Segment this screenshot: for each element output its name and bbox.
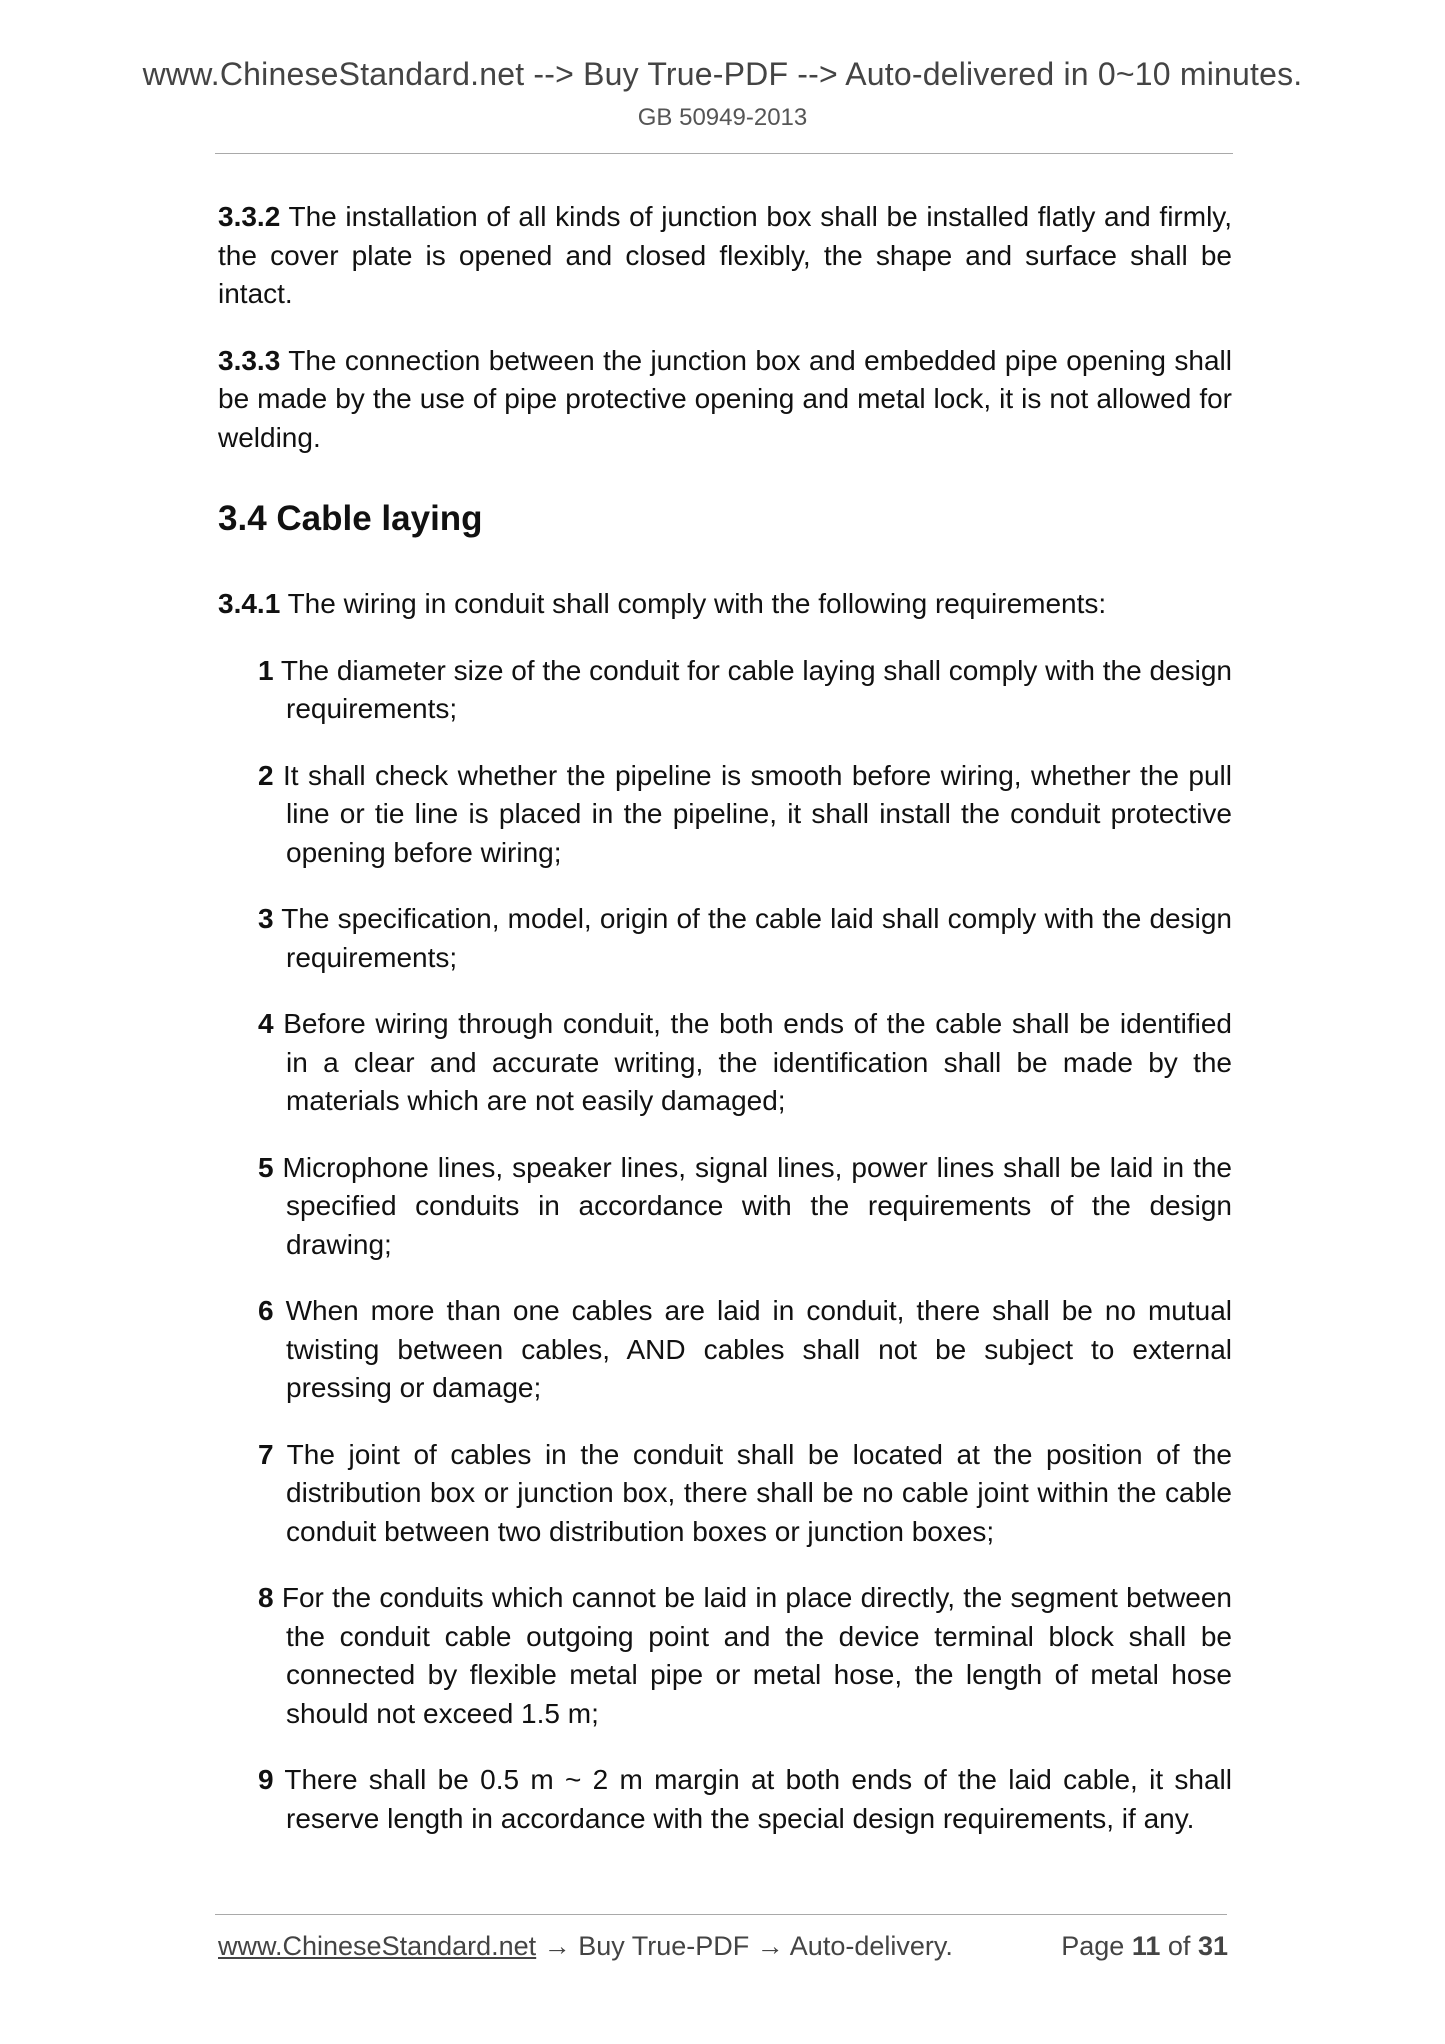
requirements-list	[258, 652, 1232, 1839]
item-text: There shall be 0.5 m ~ 2 m margin at both ends of the laid cable, it shall reserve length in accordance with the special design requirements, if any.	[284, 1764, 1233, 1834]
list-item	[258, 757, 1232, 873]
standard-code: GB 50949-2013	[637, 104, 808, 131]
document-body	[218, 198, 1232, 1866]
item-text: It shall check whether the pipeline is smooth before wiring, whether the pull line or tie line is placed in the pipeline, it shall install the conduit protective opening before wiring;	[283, 759, 1233, 868]
footer-links	[218, 1931, 953, 1962]
item-text: The diameter size of the conduit for cable laying shall comply with the design requirements;	[280, 654, 1232, 724]
list-item	[258, 1579, 1232, 1733]
item-number: 5	[258, 1151, 274, 1183]
list-item	[258, 900, 1232, 977]
clause-text: The wiring in conduit shall comply with the following requirements:	[287, 588, 1107, 619]
clause-text: The installation of all kinds of junction box shall be installed flatly and firmly, the cover plate is opened and closed flexibly, the shape and surface shall be intact.	[218, 201, 1232, 309]
section-heading: 3.4 Cable laying	[218, 499, 483, 538]
clause-3-4-1	[218, 585, 1232, 624]
list-item	[258, 652, 1232, 729]
item-text: For the conduits which cannot be laid in place directly, the segment between the conduit cable outgoing point and the device terminal block shall be connected by flexible metal pipe or metal hose, the length of metal hose should not exceed 1.5 m;	[281, 1582, 1233, 1729]
buy-text: Buy True-PDF	[578, 1931, 750, 1961]
item-number: 3	[258, 903, 274, 934]
header-banner: www.ChineseStandard.net --> Buy True-PDF --> Auto-delivered in 0~10 minutes.	[142, 56, 1303, 92]
page-total: 31	[1197, 1931, 1228, 1961]
page-current: 11	[1131, 1931, 1161, 1961]
list-item	[258, 1292, 1232, 1408]
item-text: Microphone lines, speaker lines, signal lines, power lines shall be laid in the specified conduits in accordance with the requirements of the design drawing;	[282, 1151, 1232, 1260]
page-label: Page	[1061, 1931, 1125, 1961]
item-number: 7	[258, 1438, 274, 1470]
website-link[interactable]: www.ChineseStandard.net	[218, 1931, 537, 1961]
item-number: 2	[258, 759, 274, 791]
clause-text: The connection between the junction box and embedded pipe opening shall be made by the use of pipe protective opening and metal lock, it is not allowed for welding.	[218, 344, 1232, 453]
item-number: 9	[258, 1764, 274, 1795]
arrow-right-icon: →	[756, 1931, 784, 1961]
item-number: 1	[258, 654, 274, 686]
clause-number: 3.3.2	[218, 201, 281, 232]
item-number: 6	[258, 1295, 274, 1326]
list-item	[258, 1436, 1232, 1552]
delivery-text: Auto-delivery.	[789, 1931, 953, 1961]
clause-3-3-3	[218, 342, 1232, 458]
list-item	[258, 1149, 1232, 1265]
item-text: The joint of cables in the conduit shall be located at the position of the distribution box or junction box, there shall be no cable joint within the cable conduit between two distribution boxes or junction boxes;	[286, 1438, 1232, 1547]
item-number: 4	[258, 1008, 274, 1039]
item-text: When more than one cables are laid in conduit, there shall be no mutual twisting between cables, AND cables shall not be subject to external pressing or damage;	[285, 1295, 1233, 1403]
item-text: The specification, model, origin of the cable laid shall comply with the design requirements;	[281, 903, 1232, 973]
item-text: Before wiring through conduit, the both ends of the cable shall be identified in a clear and accurate writing, the identification shall be made by the materials which are not easily damaged;	[283, 1008, 1232, 1116]
clause-3-3-2	[218, 198, 1232, 314]
arrow-right-icon: →	[543, 1931, 571, 1961]
item-number: 8	[258, 1582, 274, 1613]
page-number	[1061, 1931, 1228, 1962]
page-of: of	[1167, 1931, 1191, 1961]
header-divider	[215, 153, 1233, 154]
clause-number: 3.3.3	[218, 344, 281, 376]
clause-number: 3.4.1	[218, 588, 281, 619]
list-item	[258, 1761, 1232, 1838]
footer-divider	[215, 1914, 1227, 1915]
list-item	[258, 1005, 1232, 1121]
